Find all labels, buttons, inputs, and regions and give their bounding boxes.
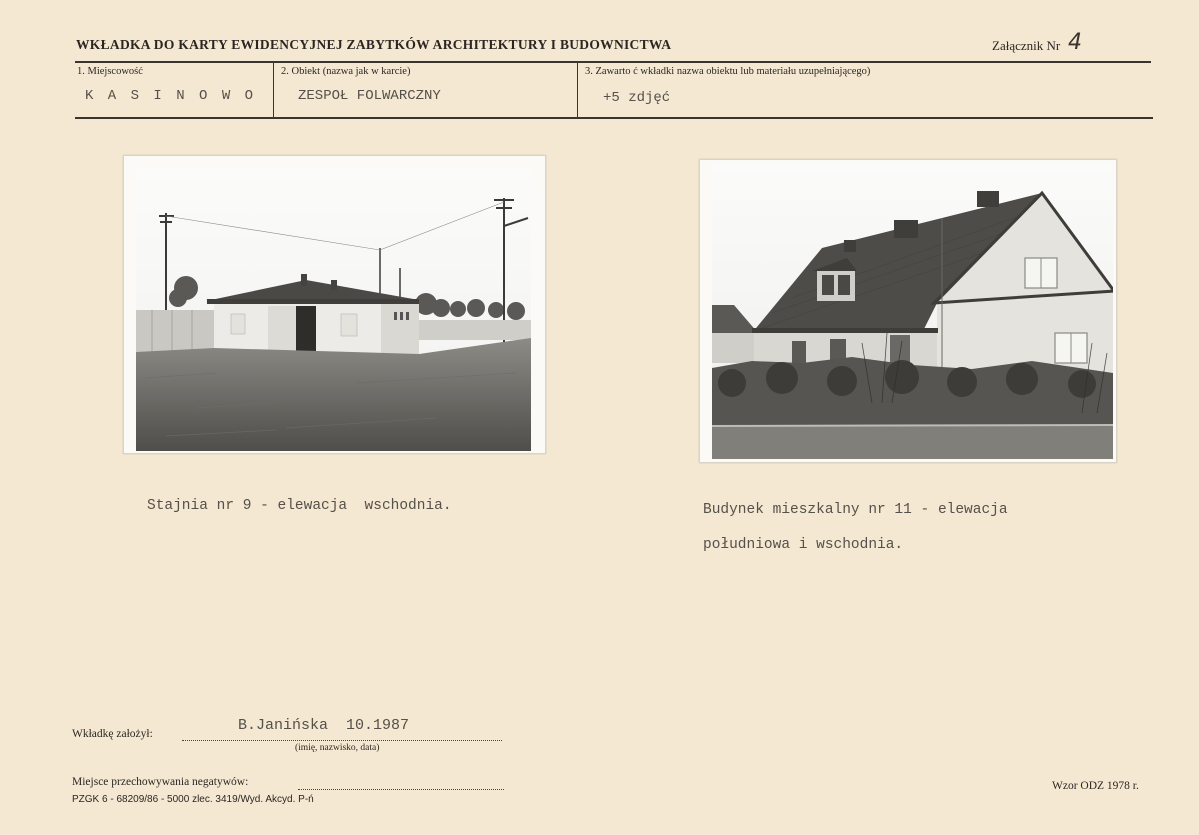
photo-residential-image (712, 163, 1113, 459)
field-object-label: 2. Obiekt (nazwa jak w karcie) (281, 66, 411, 77)
photo-stable-image (136, 168, 531, 451)
form-version: Wzor ODZ 1978 r. (1052, 780, 1139, 792)
form-title: WKŁADKA DO KARTY EWIDENCYJNEJ ZABYTKÓW ARCHITEKTURY I BUDOWNICTWA (76, 37, 672, 52)
field-separator-2 (577, 63, 578, 117)
photo-stable-caption: Stajnia nr 9 - elewacja wschodnia. (147, 498, 452, 514)
field-object-value: ZESPOŁ FOLWARCZNY (298, 88, 441, 104)
field-separator-1 (273, 63, 274, 117)
photo-residential-caption-line2: południowa i wschodnia. (703, 537, 904, 553)
photo-stable (123, 155, 546, 454)
created-by-line (182, 740, 502, 741)
print-info: PZGK 6 - 68209/86 - 5000 zlec. 3419/Wyd. Akcyd. P-ń (72, 794, 314, 805)
field-locality-value: K A S I N O W O (85, 88, 257, 104)
created-by-hint: (imię, nazwisko, data) (295, 743, 380, 753)
photo-residential (699, 159, 1117, 463)
field-contents-value: +5 zdjęć (603, 90, 671, 106)
attachment-label: Załącznik Nr (992, 38, 1061, 53)
field-locality-label: 1. Miejscowość (77, 66, 143, 77)
negatives-location-label: Miejsce przechowywania negatywów: (72, 776, 249, 788)
photo-residential-caption-line1: Budynek mieszkalny nr 11 - elewacja (703, 502, 1008, 518)
header-rule-bottom (75, 117, 1153, 119)
negatives-location-line (298, 789, 504, 790)
header-rule-top (75, 61, 1151, 63)
field-contents-label: 3. Zawarto ć wkładki nazwa obiektu lub materiału uzupełniającego) (585, 66, 871, 77)
created-by-value: B.Janińska 10.1987 (238, 717, 410, 734)
attachment-number: 4 (1068, 30, 1082, 55)
created-by-label: Wkładkę założył: (72, 728, 153, 740)
